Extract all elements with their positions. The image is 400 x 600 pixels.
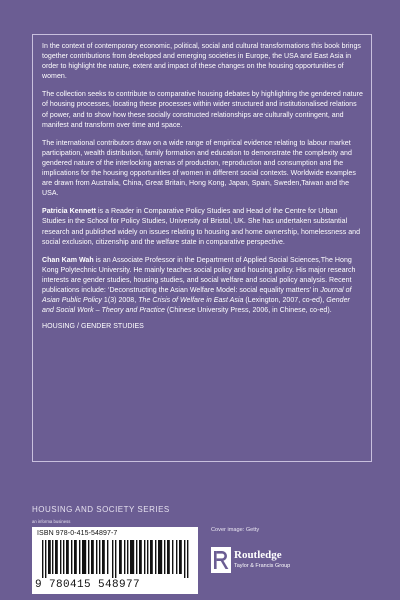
author-bio-text-chan-c: (Lexington, 2007, co-ed), xyxy=(243,297,327,305)
barcode-bars xyxy=(42,540,190,578)
blurb-box xyxy=(32,34,372,462)
book-title-1: The Crisis of Welfare in East Asia xyxy=(138,297,244,305)
book-title-2: Gender and Social Work – Theory and Practice xyxy=(42,297,350,315)
barcode-digits: 9 780415 548977 xyxy=(35,579,141,591)
author-bio-text-chan-a: is an Associate Professor in the Department of Applied Social Sciences,The Hong Kong Polytechnic University. He mainly teaches social policy and housing policy. His major research interests are gender studies, housing studies, and social welfare and social policy analysis. Recent publications include: ‘Deconstructing the Asian Welfare Model: social equality matters’ in xyxy=(42,256,356,294)
blurb-paragraph-1: In the context of contemporary economic, political, social and cultural transformations this book brings together contributions from developed and emerging societies in Europe, the USA and East Asia in order to highlight the nature, extent and impact of these changes on the housing opportunities of women. xyxy=(42,43,361,81)
publisher-group: Taylor & Francis Group xyxy=(234,563,291,569)
author-bio-kennett xyxy=(42,207,363,247)
author-name-kennett: Patricia Kennett xyxy=(42,208,96,216)
isbn-text: ISBN 978-0-415-54897-7 xyxy=(37,530,118,537)
cover-image-credit: Cover image: Getty xyxy=(211,527,260,533)
author-bio-text-chan-b: 1(3) 2008, xyxy=(101,297,139,305)
publisher-logo xyxy=(211,547,331,573)
author-name-chan: Chan Kam Wah xyxy=(42,256,94,264)
publisher-name: Routledge xyxy=(234,549,282,561)
blurb-paragraph-2: The collection seeks to contribute to comparative housing debates by highlighting the gendered nature of housing processes, locating these processes within wider structured and institutionalised relations of power, and to show how these socially constructed relationships are culturally contingent, and manifest and transform over time and space. xyxy=(42,91,363,129)
series-title: HOUSING AND SOCIETY SERIES xyxy=(32,505,170,514)
author-bio-text-chan-d: (Chinese University Press, 2006, in Chinese, co-ed). xyxy=(164,307,332,315)
barcode-box xyxy=(32,527,198,594)
informa-tagline: an informa business xyxy=(32,519,71,524)
author-bio-chan xyxy=(42,256,363,317)
author-bio-text-kennett: is a Reader in Comparative Policy Studies and Head of the Centre for Urban Studies in the School for Policy Studies, University of Bristol, UK. She has undertaken substantial research and published widely on issues relating to housing and home ownership, homelessness and social exclusion, citizenship and the welfare state in comparative perspective. xyxy=(42,208,361,246)
routledge-r-logo-icon xyxy=(211,547,231,573)
blurb-paragraph-3: The international contributors draw on a wide range of empirical evidence relating to labour market participation, wealth distribution, family formation and education to demonstrate the complexity and gendered nature of the interlocking arenas of production, reproduction and consumption and the implications for the housing opportunities of women in different social contexts. Worldwide examples are drawn from Australia, China, Great Britain, Hong Kong, Japan, Spain, Sweden,Taiwan and the USA. xyxy=(42,139,356,198)
subject-category: HOUSING / GENDER STUDIES xyxy=(42,323,144,331)
journal-title: Journal of Asian Public Policy xyxy=(42,286,352,305)
